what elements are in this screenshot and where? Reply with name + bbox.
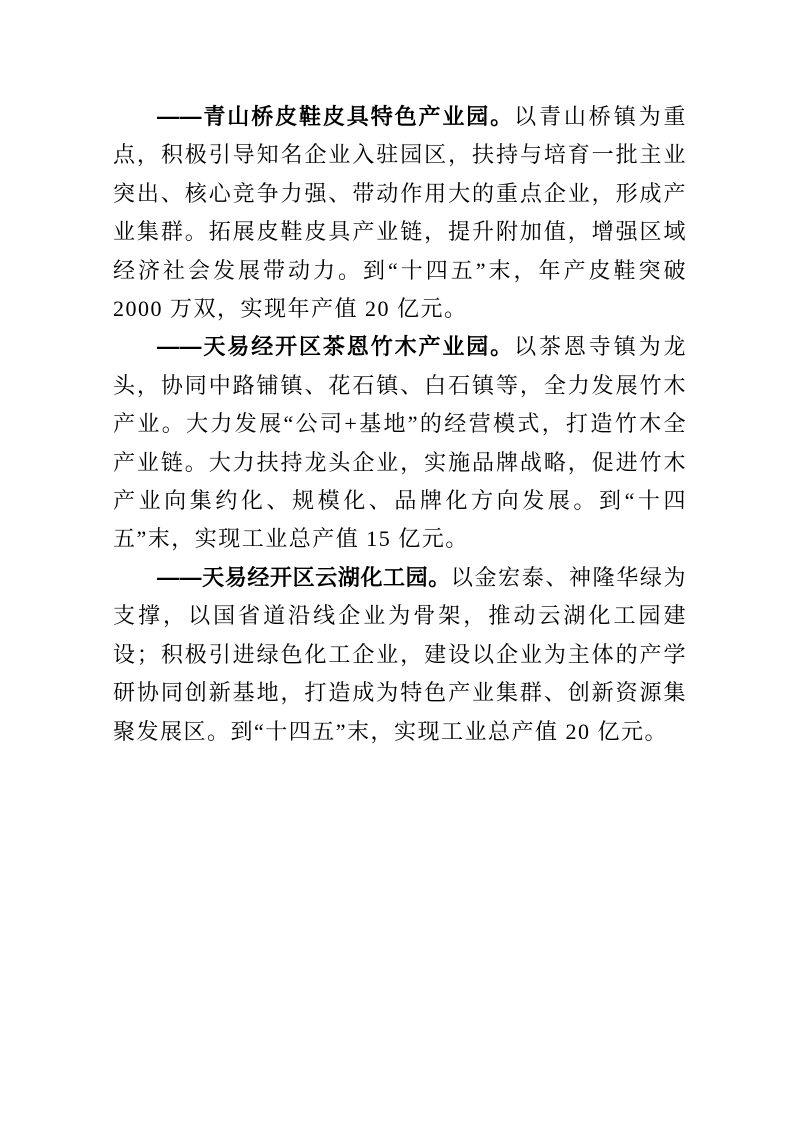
text-content — [113, 98, 687, 751]
paragraph-industrial-park-1 — [113, 98, 687, 328]
paragraph-industrial-park-3 — [113, 559, 687, 751]
paragraph-body-2: 以茶恩寺镇为龙头，协同中路铺镇、花石镇、白石镇等，全力发展竹木产业。大力发展“公司+基地”的经营模式，打造竹木全产业链。大力扶持龙头企业，实施品牌战略，促进竹木产业向集约化、规模化、品牌化方向发展。到“十四五”末，实现工业总产值 15 亿元。 — [113, 334, 687, 552]
paragraph-industrial-park-2 — [113, 328, 687, 558]
paragraph-lead-2: ——天易经开区茶恩竹木产业园。 — [157, 334, 515, 360]
paragraph-body-1: 以青山桥镇为重点，积极引导知名企业入驻园区，扶持与培育一批主业突出、核心竞争力强、带动作用大的重点企业，形成产业集群。拓展皮鞋皮具产业链，提升附加值，增强区域经济社会发展带动力。到“十四五”末，年产皮鞋突破 2000 万双，实现年产值 20 亿元。 — [113, 104, 687, 322]
paragraph-body-3: 以金宏泰、神隆华绿为支撑，以国省道沿线企业为骨架，推动云湖化工园建设；积极引进绿色化工企业，建设以企业为主体的产学研协同创新基地，打造成为特色产业集群、创新资源集聚发展区。到“十四五”末，实现工业总产值 20 亿元。 — [113, 564, 687, 744]
paragraph-lead-1: ——青山桥皮鞋皮具特色产业园。 — [157, 104, 515, 129]
paragraph-lead-3: ——天易经开区云湖化工园。 — [157, 564, 451, 590]
